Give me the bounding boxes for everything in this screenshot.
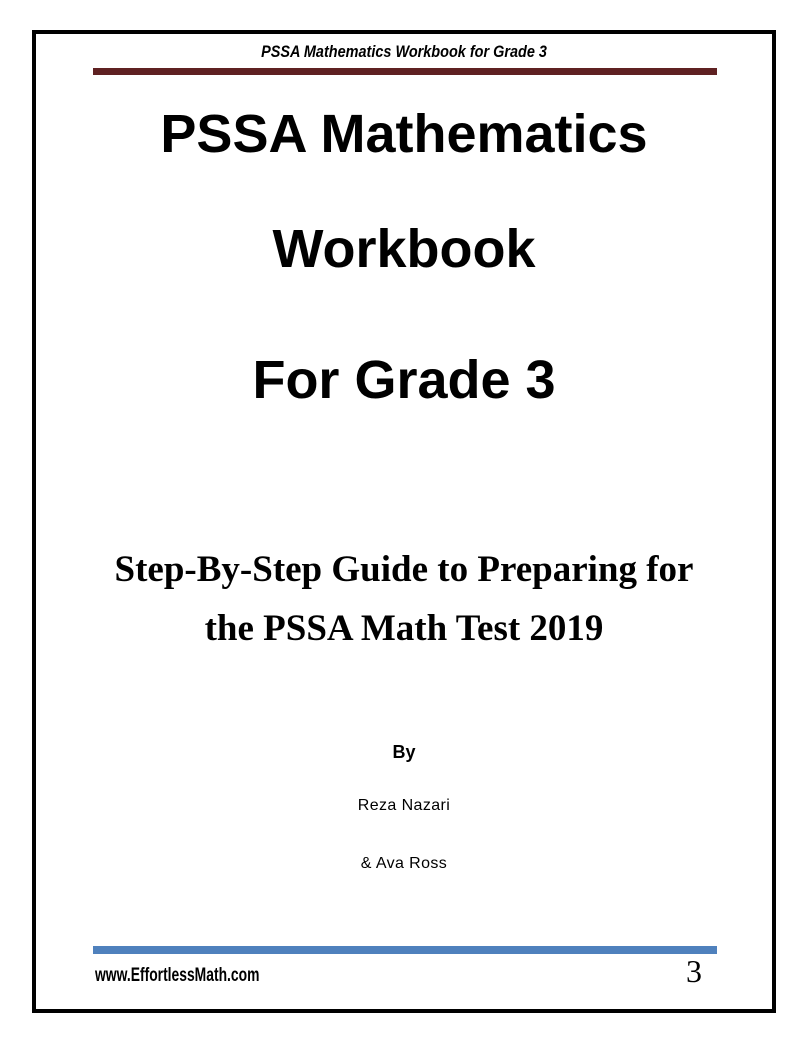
author-name-2: & Ava Ross — [360, 855, 448, 872]
page-number: 3 — [686, 953, 702, 989]
book-title-line-2: Workbook — [272, 219, 536, 279]
footer-rule — [93, 946, 717, 954]
subtitle-line-2: the PSSA Math Test 2019 — [204, 608, 604, 649]
book-title-line-1: PSSA Mathematics — [160, 104, 648, 164]
running-header-title: PSSA Mathematics Workbook for Grade 3 — [261, 42, 547, 61]
subtitle-line-1: Step-By-Step Guide to Preparing for — [114, 549, 694, 590]
book-title-line-3: For Grade 3 — [252, 350, 556, 410]
author-name-1: Reza Nazari — [357, 797, 451, 814]
footer-website: www.EffortlessMath.com — [95, 965, 260, 986]
header-rule — [93, 68, 717, 75]
byline-label: By — [392, 742, 416, 762]
page-border — [32, 30, 776, 1013]
